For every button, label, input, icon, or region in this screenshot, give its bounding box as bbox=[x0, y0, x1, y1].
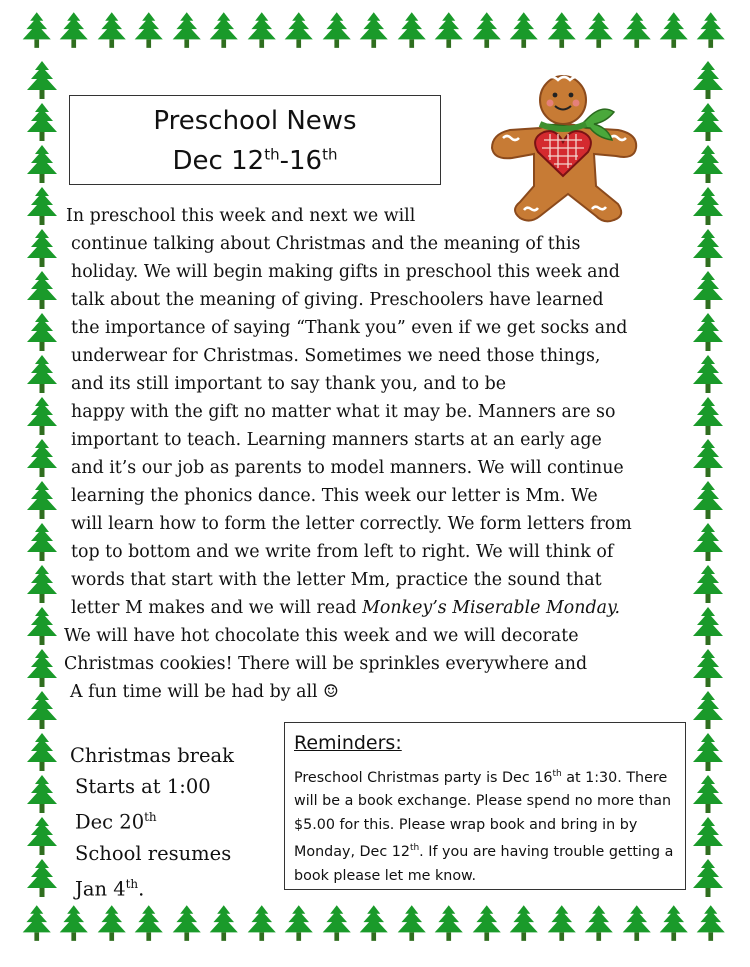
christmas-tree-icon bbox=[280, 903, 317, 945]
body-line: happy with the gift no matter what it may be. Manners are so bbox=[71, 402, 616, 422]
christmas-tree-icon bbox=[22, 732, 62, 774]
christmas-tree-icon bbox=[168, 903, 205, 945]
christmas-tree-icon bbox=[688, 480, 728, 522]
christmas-tree-icon bbox=[22, 312, 62, 354]
christmas-tree-icon bbox=[55, 10, 92, 52]
christmas-tree-icon bbox=[205, 10, 242, 52]
break-line-4: School resumes bbox=[75, 841, 232, 865]
reminders-text: Preschool Christmas party is Dec 16th at 1:30. There will be a book exchange. Please spend no more than $5.00 for this. Please wrap book and bring in by Monday, Dec 12th. If you are having trouble getting a book please let me know. bbox=[294, 769, 674, 884]
christmas-tree-icon bbox=[22, 606, 62, 648]
christmas-tree-icon bbox=[130, 10, 167, 52]
christmas-tree-icon bbox=[543, 10, 580, 52]
body-line: important to teach. Learning manners starts at an early age bbox=[71, 430, 602, 450]
body-line: In preschool this week and next we will bbox=[66, 206, 416, 226]
christmas-tree-icon bbox=[692, 903, 729, 945]
body-line: top to bottom and we write from left to right. We will think of bbox=[71, 542, 614, 562]
tree-border-right bbox=[686, 60, 730, 900]
christmas-tree-icon bbox=[22, 60, 62, 102]
christmas-tree-icon bbox=[688, 858, 728, 900]
christmas-tree-icon bbox=[93, 903, 130, 945]
tree-border-top bbox=[18, 10, 730, 54]
christmas-tree-icon bbox=[22, 816, 62, 858]
christmas-tree-icon bbox=[543, 903, 580, 945]
reminders-heading: Reminders: bbox=[294, 732, 402, 754]
christmas-tree-icon bbox=[688, 60, 728, 102]
christmas-tree-icon bbox=[468, 903, 505, 945]
christmas-tree-icon bbox=[688, 102, 728, 144]
christmas-tree-icon bbox=[22, 186, 62, 228]
christmas-tree-icon bbox=[22, 690, 62, 732]
christmas-tree-icon bbox=[580, 10, 617, 52]
christmas-tree-icon bbox=[22, 396, 62, 438]
christmas-tree-icon bbox=[688, 312, 728, 354]
body-line: underwear for Christmas. Sometimes we need those things, bbox=[71, 346, 601, 366]
christmas-tree-icon bbox=[22, 270, 62, 312]
christmas-break-note bbox=[70, 740, 280, 904]
body-line: continue talking about Christmas and the meaning of this bbox=[71, 234, 581, 254]
christmas-tree-icon bbox=[655, 10, 692, 52]
tree-border-left bbox=[20, 60, 64, 900]
christmas-tree-icon bbox=[688, 774, 728, 816]
christmas-tree-icon bbox=[205, 903, 242, 945]
body-line: will learn how to form the letter correctly. We form letters from bbox=[71, 514, 632, 534]
christmas-tree-icon bbox=[18, 903, 55, 945]
christmas-tree-icon bbox=[22, 228, 62, 270]
body-line: the importance of saying “Thank you” even if we get socks and bbox=[71, 318, 628, 338]
date-range: Dec 12th-16th bbox=[172, 145, 338, 176]
christmas-tree-icon bbox=[318, 903, 355, 945]
christmas-tree-icon bbox=[243, 903, 280, 945]
reminders-box bbox=[284, 722, 686, 890]
christmas-tree-icon bbox=[280, 10, 317, 52]
christmas-tree-icon bbox=[93, 10, 130, 52]
christmas-tree-icon bbox=[688, 186, 728, 228]
christmas-tree-icon bbox=[22, 564, 62, 606]
christmas-tree-icon bbox=[130, 903, 167, 945]
christmas-tree-icon bbox=[688, 522, 728, 564]
christmas-tree-icon bbox=[355, 903, 392, 945]
christmas-tree-icon bbox=[18, 10, 55, 52]
christmas-tree-icon bbox=[688, 606, 728, 648]
body-line: We will have hot chocolate this week and we will decorate bbox=[64, 626, 579, 646]
break-line-3: Dec 20th bbox=[75, 810, 157, 834]
christmas-tree-icon bbox=[688, 648, 728, 690]
christmas-tree-icon bbox=[22, 354, 62, 396]
body-line: and it’s our job as parents to model manners. We will continue bbox=[71, 458, 624, 478]
christmas-tree-icon bbox=[355, 10, 392, 52]
christmas-tree-icon bbox=[688, 270, 728, 312]
body-line: A fun time will be had by all ☺ bbox=[70, 682, 339, 702]
christmas-tree-icon bbox=[688, 354, 728, 396]
christmas-tree-icon bbox=[22, 648, 62, 690]
tree-border-bottom bbox=[18, 903, 730, 947]
christmas-tree-icon bbox=[22, 774, 62, 816]
christmas-tree-icon bbox=[430, 10, 467, 52]
body-line-text: letter M makes and we will read bbox=[71, 598, 363, 618]
christmas-tree-icon bbox=[688, 228, 728, 270]
christmas-tree-icon bbox=[688, 732, 728, 774]
christmas-tree-icon bbox=[505, 903, 542, 945]
break-line-1: Christmas break bbox=[70, 744, 234, 767]
christmas-tree-icon bbox=[168, 10, 205, 52]
christmas-tree-icon bbox=[655, 903, 692, 945]
christmas-tree-icon bbox=[505, 10, 542, 52]
break-line-2: Starts at 1:00 bbox=[75, 775, 211, 798]
christmas-tree-icon bbox=[618, 903, 655, 945]
body-line: learning the phonics dance. This week our letter is Mm. We bbox=[71, 486, 598, 506]
body-line: holiday. We will begin making gifts in preschool this week and bbox=[71, 262, 620, 282]
christmas-tree-icon bbox=[618, 10, 655, 52]
break-line-5: Jan 4th. bbox=[75, 876, 145, 900]
christmas-tree-icon bbox=[692, 10, 729, 52]
gingerbread-man-image bbox=[468, 68, 660, 224]
christmas-tree-icon bbox=[393, 10, 430, 52]
body-line: words that start with the letter Mm, practice the sound that bbox=[71, 570, 602, 590]
christmas-tree-icon bbox=[243, 10, 280, 52]
page-title: Preschool News bbox=[153, 106, 357, 136]
body-line: and its still important to say thank you, and to be bbox=[71, 374, 507, 394]
christmas-tree-icon bbox=[22, 858, 62, 900]
christmas-tree-icon bbox=[22, 144, 62, 186]
christmas-tree-icon bbox=[688, 690, 728, 732]
christmas-tree-icon bbox=[393, 903, 430, 945]
christmas-tree-icon bbox=[318, 10, 355, 52]
christmas-tree-icon bbox=[688, 144, 728, 186]
title-box bbox=[69, 95, 441, 185]
christmas-tree-icon bbox=[22, 102, 62, 144]
christmas-tree-icon bbox=[22, 522, 62, 564]
christmas-tree-icon bbox=[688, 564, 728, 606]
body-line bbox=[71, 594, 620, 622]
christmas-tree-icon bbox=[688, 816, 728, 858]
christmas-tree-icon bbox=[430, 903, 467, 945]
christmas-tree-icon bbox=[22, 438, 62, 480]
christmas-tree-icon bbox=[688, 438, 728, 480]
christmas-tree-icon bbox=[468, 10, 505, 52]
christmas-tree-icon bbox=[688, 396, 728, 438]
body-line: Christmas cookies! There will be sprinkles everywhere and bbox=[64, 654, 588, 674]
book-title: Monkey’s Miserable Monday. bbox=[362, 598, 621, 618]
christmas-tree-icon bbox=[55, 903, 92, 945]
christmas-tree-icon bbox=[580, 903, 617, 945]
christmas-tree-icon bbox=[22, 480, 62, 522]
body-line: talk about the meaning of giving. Preschoolers have learned bbox=[71, 290, 604, 310]
